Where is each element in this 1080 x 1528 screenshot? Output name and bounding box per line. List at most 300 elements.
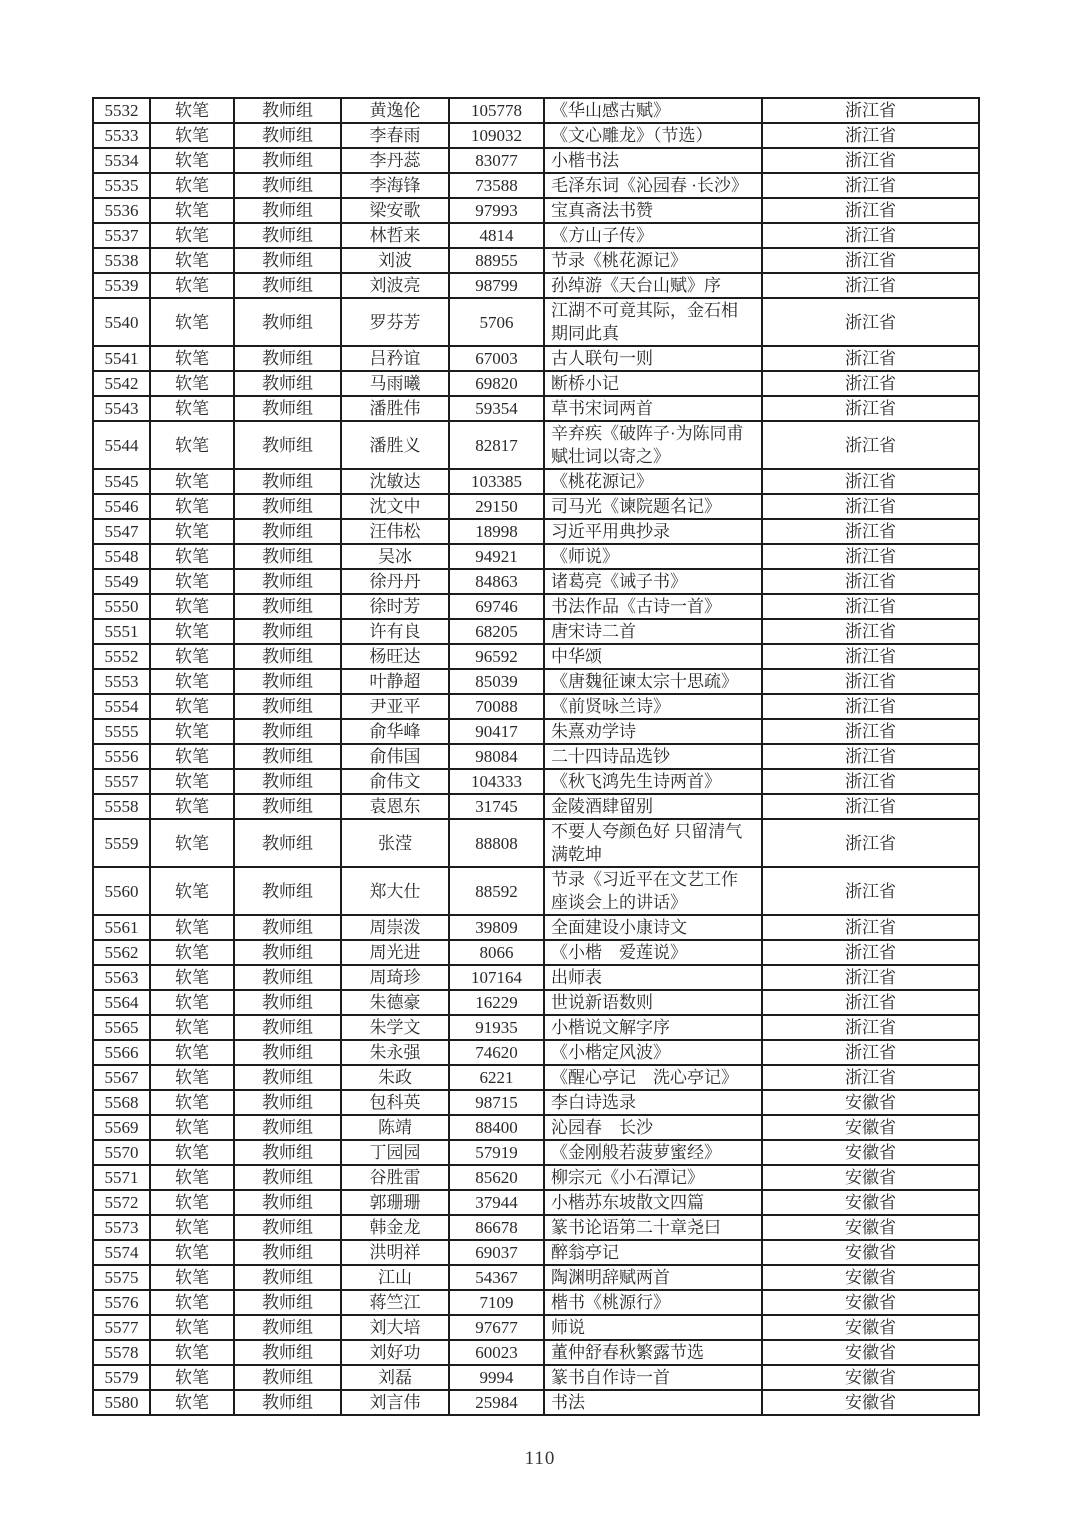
- cell-province: 安徽省: [762, 1265, 979, 1290]
- cell-no: 83077: [449, 148, 544, 173]
- cell-no: 8066: [449, 940, 544, 965]
- cell-no: 37944: [449, 1190, 544, 1215]
- cell-pen: 软笔: [150, 744, 234, 769]
- cell-name: 潘胜义: [341, 421, 449, 469]
- cell-group: 教师组: [234, 1340, 341, 1365]
- cell-no: 109032: [449, 123, 544, 148]
- cell-id: 5546: [93, 494, 150, 519]
- cell-no: 69820: [449, 371, 544, 396]
- cell-province: 安徽省: [762, 1115, 979, 1140]
- table-row: [93, 1015, 979, 1040]
- cell-title: 《方山子传》: [544, 223, 762, 248]
- cell-id: 5559: [93, 819, 150, 867]
- cell-no: 88955: [449, 248, 544, 273]
- cell-pen: 软笔: [150, 1240, 234, 1265]
- cell-title: 醉翁亭记: [544, 1240, 762, 1265]
- cell-name: 谷胜雷: [341, 1165, 449, 1190]
- cell-title: 唐宋诗二首: [544, 619, 762, 644]
- cell-title: 孙绰游《天台山赋》序: [544, 273, 762, 298]
- cell-name: 叶静超: [341, 669, 449, 694]
- cell-name: 洪明祥: [341, 1240, 449, 1265]
- cell-title: 《华山感古赋》: [544, 98, 762, 123]
- table-row: [93, 346, 979, 371]
- cell-name: 黄逸伦: [341, 98, 449, 123]
- cell-no: 18998: [449, 519, 544, 544]
- cell-title: 《师说》: [544, 544, 762, 569]
- cell-name: 陈靖: [341, 1115, 449, 1140]
- cell-title: 书法: [544, 1390, 762, 1415]
- cell-title: 小楷苏东坡散文四篇: [544, 1190, 762, 1215]
- cell-id: 5533: [93, 123, 150, 148]
- table-row: [93, 396, 979, 421]
- cell-name: 朱德豪: [341, 990, 449, 1015]
- cell-title: 全面建设小康诗文: [544, 915, 762, 940]
- table-row: [93, 769, 979, 794]
- cell-province: 浙江省: [762, 223, 979, 248]
- cell-pen: 软笔: [150, 396, 234, 421]
- cell-id: 5540: [93, 298, 150, 346]
- cell-title: 柳宗元《小石潭记》: [544, 1165, 762, 1190]
- table-row: [93, 1215, 979, 1240]
- cell-title: 《前贤咏兰诗》: [544, 694, 762, 719]
- cell-title: 断桥小记: [544, 371, 762, 396]
- cell-pen: 软笔: [150, 1290, 234, 1315]
- cell-group: 教师组: [234, 494, 341, 519]
- cell-name: 张滢: [341, 819, 449, 867]
- cell-pen: 软笔: [150, 940, 234, 965]
- cell-name: 马雨曦: [341, 371, 449, 396]
- table-row: [93, 915, 979, 940]
- cell-title: 节录《桃花源记》: [544, 248, 762, 273]
- cell-province: 安徽省: [762, 1390, 979, 1415]
- cell-province: 浙江省: [762, 644, 979, 669]
- cell-id: 5575: [93, 1265, 150, 1290]
- table-row: [93, 1090, 979, 1115]
- cell-province: 浙江省: [762, 494, 979, 519]
- cell-no: 16229: [449, 990, 544, 1015]
- cell-id: 5572: [93, 1190, 150, 1215]
- cell-title: 古人联句一则: [544, 346, 762, 371]
- cell-no: 67003: [449, 346, 544, 371]
- cell-group: 教师组: [234, 644, 341, 669]
- cell-group: 教师组: [234, 594, 341, 619]
- cell-id: 5566: [93, 1040, 150, 1065]
- cell-title: 中华颂: [544, 644, 762, 669]
- cell-province: 浙江省: [762, 123, 979, 148]
- cell-province: 安徽省: [762, 1340, 979, 1365]
- table-row: [93, 98, 979, 123]
- cell-no: 104333: [449, 769, 544, 794]
- cell-province: 安徽省: [762, 1090, 979, 1115]
- cell-id: 5565: [93, 1015, 150, 1040]
- cell-pen: 软笔: [150, 346, 234, 371]
- cell-pen: 软笔: [150, 619, 234, 644]
- table-row: [93, 1065, 979, 1090]
- cell-name: 周琦珍: [341, 965, 449, 990]
- cell-id: 5548: [93, 544, 150, 569]
- cell-no: 39809: [449, 915, 544, 940]
- cell-id: 5560: [93, 867, 150, 915]
- cell-province: 浙江省: [762, 744, 979, 769]
- cell-no: 91935: [449, 1015, 544, 1040]
- cell-no: 84863: [449, 569, 544, 594]
- cell-title: 诸葛亮《诫子书》: [544, 569, 762, 594]
- cell-province: 浙江省: [762, 1065, 979, 1090]
- cell-no: 90417: [449, 719, 544, 744]
- table-row: [93, 173, 979, 198]
- cell-province: 浙江省: [762, 915, 979, 940]
- cell-group: 教师组: [234, 98, 341, 123]
- cell-title: 习近平用典抄录: [544, 519, 762, 544]
- cell-id: 5554: [93, 694, 150, 719]
- cell-pen: 软笔: [150, 198, 234, 223]
- table-row: [93, 148, 979, 173]
- table-row: [93, 569, 979, 594]
- cell-name: 刘大培: [341, 1315, 449, 1340]
- cell-group: 教师组: [234, 990, 341, 1015]
- cell-id: 5543: [93, 396, 150, 421]
- cell-no: 97993: [449, 198, 544, 223]
- cell-group: 教师组: [234, 273, 341, 298]
- cell-province: 浙江省: [762, 719, 979, 744]
- cell-pen: 软笔: [150, 1365, 234, 1390]
- cell-province: 浙江省: [762, 669, 979, 694]
- table-row: [93, 248, 979, 273]
- cell-group: 教师组: [234, 1090, 341, 1115]
- table-row: [93, 1265, 979, 1290]
- cell-title: 楷书《桃源行》: [544, 1290, 762, 1315]
- table-row: [93, 594, 979, 619]
- cell-province: 安徽省: [762, 1240, 979, 1265]
- cell-id: 5536: [93, 198, 150, 223]
- cell-no: 88808: [449, 819, 544, 867]
- cell-pen: 软笔: [150, 694, 234, 719]
- cell-no: 68205: [449, 619, 544, 644]
- cell-pen: 软笔: [150, 669, 234, 694]
- cell-no: 98715: [449, 1090, 544, 1115]
- cell-pen: 软笔: [150, 1140, 234, 1165]
- cell-no: 59354: [449, 396, 544, 421]
- table-row: [93, 1315, 979, 1340]
- cell-no: 94921: [449, 544, 544, 569]
- cell-id: 5532: [93, 98, 150, 123]
- cell-id: 5537: [93, 223, 150, 248]
- cell-id: 5549: [93, 569, 150, 594]
- cell-no: 85039: [449, 669, 544, 694]
- table-row: [93, 371, 979, 396]
- cell-id: 5568: [93, 1090, 150, 1115]
- cell-id: 5563: [93, 965, 150, 990]
- cell-id: 5557: [93, 769, 150, 794]
- cell-name: 刘磊: [341, 1365, 449, 1390]
- cell-pen: 软笔: [150, 98, 234, 123]
- cell-no: 97677: [449, 1315, 544, 1340]
- cell-title: 《金刚般若菠萝蜜经》: [544, 1140, 762, 1165]
- cell-group: 教师组: [234, 421, 341, 469]
- table-body: [93, 98, 979, 1415]
- table-row: [93, 223, 979, 248]
- cell-no: 88592: [449, 867, 544, 915]
- cell-province: 安徽省: [762, 1290, 979, 1315]
- cell-name: 吴冰: [341, 544, 449, 569]
- cell-group: 教师组: [234, 346, 341, 371]
- cell-title: 师说: [544, 1315, 762, 1340]
- cell-group: 教师组: [234, 719, 341, 744]
- cell-name: 郑大仕: [341, 867, 449, 915]
- cell-province: 浙江省: [762, 544, 979, 569]
- table-row: [93, 273, 979, 298]
- cell-title: 小楷说文解字序: [544, 1015, 762, 1040]
- cell-no: 73588: [449, 173, 544, 198]
- cell-province: 浙江省: [762, 965, 979, 990]
- cell-no: 96592: [449, 644, 544, 669]
- cell-pen: 软笔: [150, 867, 234, 915]
- cell-id: 5576: [93, 1290, 150, 1315]
- cell-no: 86678: [449, 1215, 544, 1240]
- cell-name: 李丹蕊: [341, 148, 449, 173]
- cell-group: 教师组: [234, 867, 341, 915]
- cell-group: 教师组: [234, 1190, 341, 1215]
- cell-id: 5547: [93, 519, 150, 544]
- cell-group: 教师组: [234, 1015, 341, 1040]
- cell-pen: 软笔: [150, 769, 234, 794]
- cell-title: 书法作品《古诗一首》: [544, 594, 762, 619]
- table-row: [93, 494, 979, 519]
- cell-id: 5574: [93, 1240, 150, 1265]
- cell-name: 刘波亮: [341, 273, 449, 298]
- cell-no: 5706: [449, 298, 544, 346]
- cell-name: 李海锋: [341, 173, 449, 198]
- cell-no: 69746: [449, 594, 544, 619]
- cell-group: 教师组: [234, 1065, 341, 1090]
- cell-title: 陶渊明辞赋两首: [544, 1265, 762, 1290]
- cell-province: 浙江省: [762, 594, 979, 619]
- page-number: 110: [524, 1448, 556, 1469]
- cell-pen: 软笔: [150, 1190, 234, 1215]
- cell-province: 安徽省: [762, 1190, 979, 1215]
- cell-name: 俞伟国: [341, 744, 449, 769]
- table-row: [93, 719, 979, 744]
- cell-id: 5573: [93, 1215, 150, 1240]
- cell-id: 5561: [93, 915, 150, 940]
- cell-province: 安徽省: [762, 1315, 979, 1340]
- cell-group: 教师组: [234, 1115, 341, 1140]
- cell-id: 5553: [93, 669, 150, 694]
- cell-province: 浙江省: [762, 273, 979, 298]
- cell-pen: 软笔: [150, 123, 234, 148]
- cell-group: 教师组: [234, 1140, 341, 1165]
- cell-no: 60023: [449, 1340, 544, 1365]
- cell-title: 金陵酒肆留别: [544, 794, 762, 819]
- table-row: [93, 421, 979, 469]
- cell-id: 5567: [93, 1065, 150, 1090]
- cell-group: 教师组: [234, 1240, 341, 1265]
- cell-province: 安徽省: [762, 1140, 979, 1165]
- cell-pen: 软笔: [150, 1165, 234, 1190]
- cell-province: 浙江省: [762, 198, 979, 223]
- cell-province: 浙江省: [762, 346, 979, 371]
- cell-group: 教师组: [234, 198, 341, 223]
- cell-province: 浙江省: [762, 819, 979, 867]
- cell-title: 节录《习近平在文艺工作座谈会上的讲话》: [544, 867, 762, 915]
- cell-province: 安徽省: [762, 1215, 979, 1240]
- cell-name: 朱永强: [341, 1040, 449, 1065]
- cell-group: 教师组: [234, 544, 341, 569]
- cell-group: 教师组: [234, 1215, 341, 1240]
- cell-pen: 软笔: [150, 519, 234, 544]
- cell-id: 5550: [93, 594, 150, 619]
- cell-province: 浙江省: [762, 469, 979, 494]
- cell-group: 教师组: [234, 694, 341, 719]
- cell-group: 教师组: [234, 1315, 341, 1340]
- cell-id: 5538: [93, 248, 150, 273]
- cell-id: 5552: [93, 644, 150, 669]
- table-row: [93, 867, 979, 915]
- table-row: [93, 198, 979, 223]
- cell-id: 5539: [93, 273, 150, 298]
- cell-pen: 软笔: [150, 421, 234, 469]
- cell-group: 教师组: [234, 1040, 341, 1065]
- cell-id: 5564: [93, 990, 150, 1015]
- cell-name: 包科英: [341, 1090, 449, 1115]
- cell-title: 宝真斋法书赞: [544, 198, 762, 223]
- table-row: [93, 794, 979, 819]
- table-row: [93, 1040, 979, 1065]
- cell-title: 《文心雕龙》（节选）: [544, 123, 762, 148]
- cell-id: 5555: [93, 719, 150, 744]
- cell-id: 5545: [93, 469, 150, 494]
- cell-pen: 软笔: [150, 173, 234, 198]
- cell-id: 5535: [93, 173, 150, 198]
- cell-name: 朱学文: [341, 1015, 449, 1040]
- cell-name: 韩金龙: [341, 1215, 449, 1240]
- cell-title: 草书宋词两首: [544, 396, 762, 421]
- table-row: [93, 694, 979, 719]
- cell-province: 浙江省: [762, 248, 979, 273]
- cell-no: 105778: [449, 98, 544, 123]
- cell-name: 俞华峰: [341, 719, 449, 744]
- cell-pen: 软笔: [150, 1315, 234, 1340]
- table-row: [93, 619, 979, 644]
- cell-name: 刘好功: [341, 1340, 449, 1365]
- cell-pen: 软笔: [150, 148, 234, 173]
- table-row: [93, 1290, 979, 1315]
- cell-id: 5541: [93, 346, 150, 371]
- cell-group: 教师组: [234, 298, 341, 346]
- cell-pen: 软笔: [150, 469, 234, 494]
- cell-province: 浙江省: [762, 794, 979, 819]
- table-row: [93, 123, 979, 148]
- cell-name: 许有良: [341, 619, 449, 644]
- table-row: [93, 644, 979, 669]
- cell-name: 沈敏达: [341, 469, 449, 494]
- cell-name: 杨旺达: [341, 644, 449, 669]
- cell-name: 徐时芳: [341, 594, 449, 619]
- table-row: [93, 469, 979, 494]
- cell-group: 教师组: [234, 915, 341, 940]
- table-row: [93, 1390, 979, 1415]
- cell-no: 6221: [449, 1065, 544, 1090]
- cell-name: 徐丹丹: [341, 569, 449, 594]
- cell-pen: 软笔: [150, 1265, 234, 1290]
- cell-province: 浙江省: [762, 371, 979, 396]
- cell-pen: 软笔: [150, 494, 234, 519]
- table-row: [93, 990, 979, 1015]
- cell-no: 25984: [449, 1390, 544, 1415]
- cell-title: 《唐魏征谏太宗十思疏》: [544, 669, 762, 694]
- cell-id: 5534: [93, 148, 150, 173]
- cell-title: 《桃花源记》: [544, 469, 762, 494]
- cell-no: 69037: [449, 1240, 544, 1265]
- cell-pen: 软笔: [150, 1065, 234, 1090]
- cell-id: 5558: [93, 794, 150, 819]
- cell-province: 浙江省: [762, 990, 979, 1015]
- cell-title: 篆书自作诗一首: [544, 1365, 762, 1390]
- cell-name: 梁安歌: [341, 198, 449, 223]
- cell-province: 安徽省: [762, 1365, 979, 1390]
- cell-pen: 软笔: [150, 990, 234, 1015]
- cell-name: 俞伟文: [341, 769, 449, 794]
- cell-group: 教师组: [234, 123, 341, 148]
- cell-no: 98084: [449, 744, 544, 769]
- cell-group: 教师组: [234, 248, 341, 273]
- cell-name: 吕矜谊: [341, 346, 449, 371]
- cell-no: 98799: [449, 273, 544, 298]
- cell-group: 教师组: [234, 769, 341, 794]
- cell-group: 教师组: [234, 744, 341, 769]
- cell-title: 二十四诗品选钞: [544, 744, 762, 769]
- cell-id: 5570: [93, 1140, 150, 1165]
- cell-no: 85620: [449, 1165, 544, 1190]
- cell-province: 浙江省: [762, 694, 979, 719]
- cell-id: 5551: [93, 619, 150, 644]
- cell-title: 董仲舒春秋繁露节选: [544, 1340, 762, 1365]
- cell-no: 29150: [449, 494, 544, 519]
- cell-no: 103385: [449, 469, 544, 494]
- cell-province: 浙江省: [762, 519, 979, 544]
- cell-id: 5578: [93, 1340, 150, 1365]
- cell-no: 88400: [449, 1115, 544, 1140]
- cell-title: 司马光《谏院题名记》: [544, 494, 762, 519]
- cell-province: 浙江省: [762, 1015, 979, 1040]
- cell-province: 浙江省: [762, 569, 979, 594]
- cell-name: 朱政: [341, 1065, 449, 1090]
- cell-group: 教师组: [234, 1365, 341, 1390]
- cell-province: 浙江省: [762, 298, 979, 346]
- cell-pen: 软笔: [150, 569, 234, 594]
- cell-name: 周崇泼: [341, 915, 449, 940]
- cell-no: 9994: [449, 1365, 544, 1390]
- cell-title: 辛弃疾《破阵子·为陈同甫赋壮词以寄之》: [544, 421, 762, 469]
- cell-title: 沁园春 长沙: [544, 1115, 762, 1140]
- cell-group: 教师组: [234, 1265, 341, 1290]
- cell-group: 教师组: [234, 173, 341, 198]
- cell-name: 林哲来: [341, 223, 449, 248]
- cell-pen: 软笔: [150, 819, 234, 867]
- cell-name: 周光进: [341, 940, 449, 965]
- cell-pen: 软笔: [150, 644, 234, 669]
- cell-no: 31745: [449, 794, 544, 819]
- cell-province: 浙江省: [762, 396, 979, 421]
- cell-province: 浙江省: [762, 1040, 979, 1065]
- cell-group: 教师组: [234, 519, 341, 544]
- cell-pen: 软笔: [150, 1340, 234, 1365]
- cell-province: 浙江省: [762, 619, 979, 644]
- cell-pen: 软笔: [150, 1390, 234, 1415]
- cell-id: 5579: [93, 1365, 150, 1390]
- cell-title: 《小楷 爱莲说》: [544, 940, 762, 965]
- table-row: [93, 298, 979, 346]
